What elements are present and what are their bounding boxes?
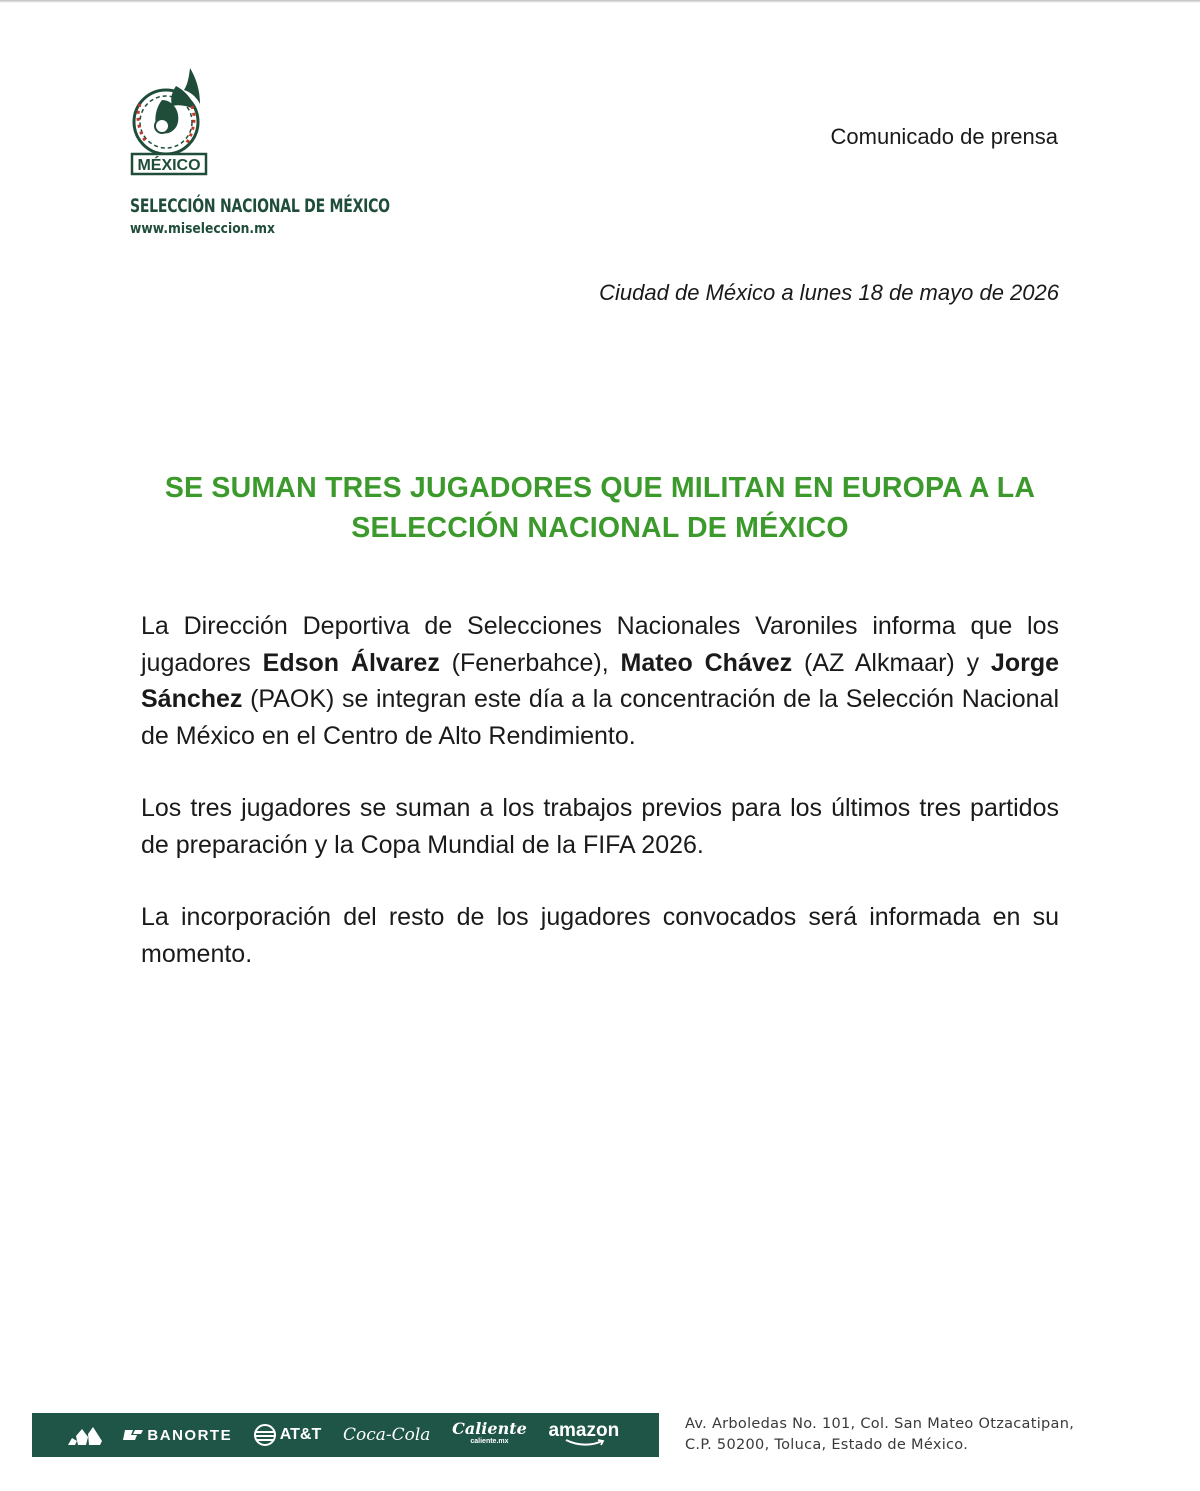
paragraph-2: Los tres jugadores se suman a los trabajos previos para los últimos tres partidos de preparación y la Copa Mundial de la FIFA 2026. xyxy=(141,794,1059,859)
player-name: Jorge Sánchez xyxy=(141,648,1060,713)
player-name: Edson Álvarez xyxy=(262,648,440,677)
sponsor-bar xyxy=(32,1413,659,1457)
body-text xyxy=(141,608,1059,1008)
banorte-logo xyxy=(123,1427,232,1444)
coca-cola-logo: Coca-Cola xyxy=(342,1425,431,1445)
caliente-sub-label: caliente.mx xyxy=(470,1438,509,1445)
headline-line-2: SELECCIÓN NACIONAL DE MÉXICO xyxy=(351,512,849,544)
address xyxy=(685,1414,1074,1456)
amazon-label: amazon xyxy=(548,1420,620,1441)
caliente-logo xyxy=(452,1419,527,1448)
dateline: Ciudad de México a lunes 18 de mayo de 2026 xyxy=(599,280,1059,305)
mexico-crest-logo xyxy=(126,64,212,176)
p1-text-2: (Fenerbahce), xyxy=(439,648,621,677)
paragraph-1 xyxy=(141,608,1059,754)
banorte-label: BANORTE xyxy=(147,1426,233,1444)
headline xyxy=(100,468,1100,548)
address-line-1: Av. Arboledas No. 101, Col. San Mateo Otzacatipan, xyxy=(685,1416,1075,1432)
p1-text-3: (AZ Alkmaar) y xyxy=(792,648,991,677)
address-line-2: C.P. 50200, Toluca, Estado de México. xyxy=(685,1437,969,1453)
crest-label: MÉXICO xyxy=(137,157,201,174)
p1-text-4: (PAOK) se integran este día a la concentración de la Selección Nacional de México en el Centro de Alto Rendimiento. xyxy=(141,685,1059,750)
att-logo xyxy=(254,1424,321,1446)
amazon-logo xyxy=(548,1420,620,1447)
p1-text-1: La Dirección Deportiva de Selecciones Nacionales Varoniles informa que los jugadores xyxy=(141,612,1059,677)
top-border xyxy=(0,0,1200,3)
org-url: www.miseleccion.mx xyxy=(130,221,275,237)
adidas-logo xyxy=(68,1425,102,1445)
caliente-label: Caliente xyxy=(452,1419,527,1438)
document-type: Comunicado de prensa xyxy=(830,124,1058,149)
player-name: Mateo Chávez xyxy=(620,648,793,677)
headline-line-1: SE SUMAN TRES JUGADORES QUE MILITAN EN EUROPA A LA xyxy=(164,472,1036,504)
org-name: SELECCIÓN NACIONAL DE MÉXICO xyxy=(130,195,390,217)
att-label: AT&T xyxy=(279,1426,322,1443)
paragraph-3: La incorporación del resto de los jugadores convocados será informada en su momento. xyxy=(141,903,1059,968)
